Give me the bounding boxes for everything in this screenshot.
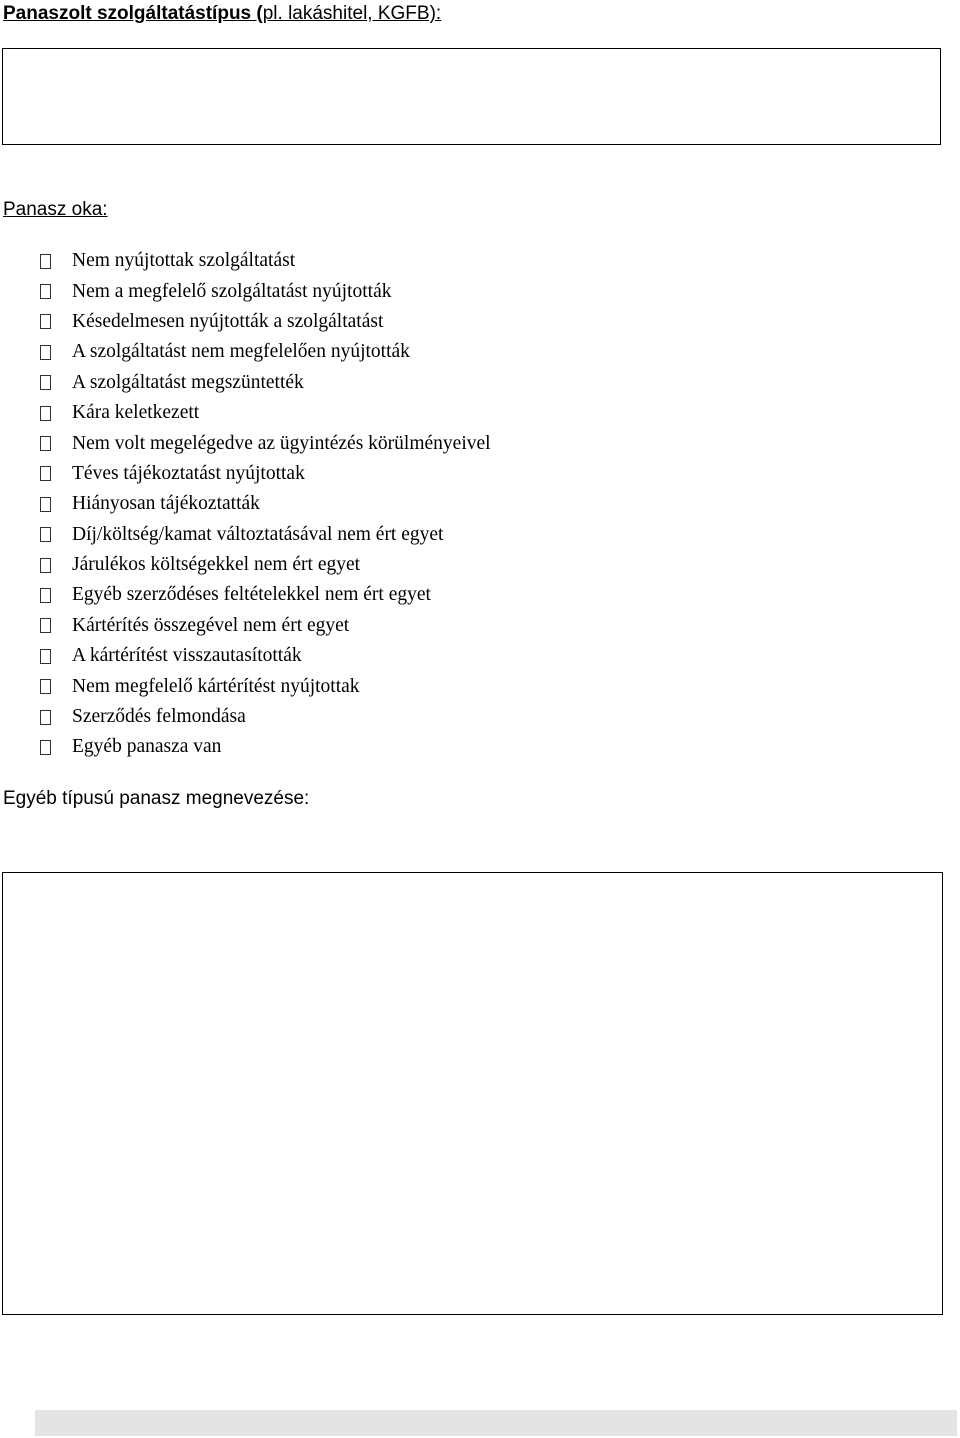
checkbox-icon[interactable] <box>40 497 51 512</box>
checkbox-icon[interactable] <box>40 618 51 633</box>
reason-option[interactable] <box>40 641 491 671</box>
checkbox-icon[interactable] <box>40 345 51 360</box>
reason-option[interactable] <box>40 276 491 306</box>
checkbox-icon[interactable] <box>40 466 51 481</box>
reason-option[interactable] <box>40 520 491 550</box>
reason-option[interactable] <box>40 732 491 762</box>
reason-option-label: Járulékos költségekkel nem ért egyet <box>72 554 361 576</box>
checkbox-icon[interactable] <box>40 284 51 299</box>
reason-option-label: Nem nyújtottak szolgáltatást <box>72 250 296 272</box>
reason-option-label: Hiányosan tájékoztatták <box>72 493 260 515</box>
checkbox-icon[interactable] <box>40 649 51 664</box>
checkbox-icon[interactable] <box>40 588 51 603</box>
reason-option[interactable] <box>40 337 491 367</box>
reason-option[interactable] <box>40 398 491 428</box>
reason-option-label: Nem volt megelégedve az ügyintézés körülményeivel <box>72 432 491 454</box>
reason-option-label: Díj/költség/kamat változtatásával nem ért egyet <box>72 523 444 545</box>
reason-option[interactable] <box>40 428 491 458</box>
service-type-label-bold: Panaszolt szolgáltatástípus ( <box>3 3 263 24</box>
other-complaint-input-box[interactable] <box>2 872 943 1315</box>
service-type-label <box>3 2 441 26</box>
reason-option[interactable] <box>40 702 491 732</box>
reason-option[interactable] <box>40 307 491 337</box>
checkbox-icon[interactable] <box>40 710 51 725</box>
reason-option[interactable] <box>40 580 491 610</box>
reason-option-label: Nem a megfelelő szolgáltatást nyújtották <box>72 280 392 302</box>
reason-option[interactable] <box>40 459 491 489</box>
reason-option-label: A kártérítést visszautasították <box>72 645 302 667</box>
reason-option-label: Kártérítés összegével nem ért egyet <box>72 614 350 636</box>
service-type-input-box[interactable] <box>2 48 941 145</box>
service-type-label-example: pl. lakáshitel, KGFB): <box>262 3 442 24</box>
checkbox-icon[interactable] <box>40 740 51 755</box>
checkbox-icon[interactable] <box>40 406 51 421</box>
reason-option[interactable] <box>40 368 491 398</box>
reason-option-label: Késedelmesen nyújtották a szolgáltatást <box>72 310 384 332</box>
reason-option-label: Egyéb szerződéses feltételekkel nem ért egyet <box>72 584 431 606</box>
reason-option-label: A szolgáltatást megszüntették <box>72 371 304 393</box>
reason-option-label: A szolgáltatást nem megfelelően nyújtották <box>72 341 410 363</box>
reason-option-label: Kára keletkezett <box>72 402 200 424</box>
reason-option-label: Egyéb panasza van <box>72 736 222 758</box>
complaint-reason-heading: Panasz oka: <box>3 199 108 220</box>
reason-option-label: Szerződés felmondása <box>72 706 246 728</box>
footer-bar <box>35 1410 957 1436</box>
reason-option-label: Nem megfelelő kártérítést nyújtottak <box>72 675 360 697</box>
checkbox-icon[interactable] <box>40 254 51 269</box>
checkbox-icon[interactable] <box>40 679 51 694</box>
reason-option[interactable] <box>40 489 491 519</box>
other-complaint-label: Egyéb típusú panasz megnevezése: <box>3 788 310 809</box>
reason-option[interactable] <box>40 246 491 276</box>
checkbox-icon[interactable] <box>40 314 51 329</box>
checkbox-icon[interactable] <box>40 558 51 573</box>
checkbox-icon[interactable] <box>40 527 51 542</box>
checkbox-icon[interactable] <box>40 436 51 451</box>
checkbox-icon[interactable] <box>40 375 51 390</box>
reason-option[interactable] <box>40 611 491 641</box>
reason-option[interactable] <box>40 671 491 701</box>
reason-option[interactable] <box>40 550 491 580</box>
reason-option-label: Téves tájékoztatást nyújtottak <box>72 462 305 484</box>
complaint-reason-list <box>40 246 491 763</box>
